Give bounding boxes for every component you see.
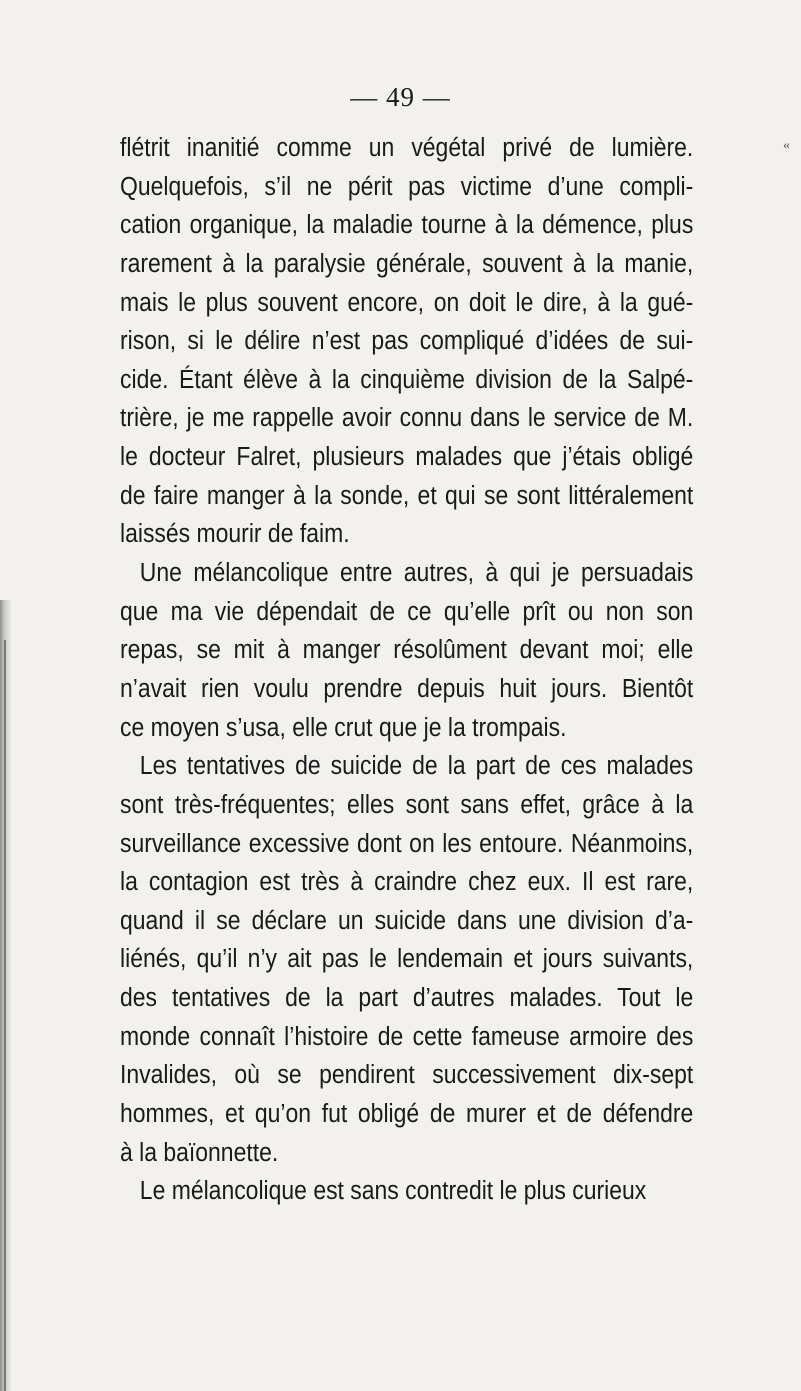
text-line: laissés mourir de faim. <box>120 520 350 549</box>
binding-edge <box>4 640 6 1391</box>
binding-shadow <box>0 600 12 1391</box>
text-line: surveillance excessive dont on les entoure. Néanmoins, <box>120 829 694 858</box>
text-line: monde connaît l’histoire de cette fameuse armoire des <box>120 1022 694 1051</box>
text-line: repas, se mit à manger résolûment devant moi; elle <box>120 636 694 665</box>
text-line: cide. Étant élève à la cinquième division de la Salpé- <box>120 365 694 394</box>
text-line: des tentatives de la part d’autres malades. Tout le <box>120 984 694 1013</box>
text-line: la contagion est très à craindre chez eux. Il est rare, <box>120 868 694 897</box>
page-number: — 49 — <box>350 82 451 112</box>
text-line: à la baïonnette. <box>120 1138 279 1167</box>
text-line: Quelquefois, s’il ne périt pas victime d’une compli- <box>120 172 694 201</box>
text-line: n’avait rien voulu prendre depuis huit jours. Bientôt <box>120 674 694 703</box>
text-line: rarement à la paralysie générale, souvent à la manie, <box>120 249 694 278</box>
text-line: que ma vie dépendait de ce qu’elle prît ou non son <box>120 597 694 626</box>
text-line: de faire manger à la sonde, et qui se sont littéralement <box>120 481 694 510</box>
text-line: cation organique, la maladie tourne à la démence, plus <box>120 211 694 240</box>
text-line: liénés, qu’il n’y ait pas le lendemain et jours suivants, <box>120 945 694 974</box>
text-line: sont très-fréquentes; elles sont sans effet, grâce à la <box>120 790 694 819</box>
text-line: Invalides, où se pendirent successivement dix-sept <box>120 1061 694 1090</box>
text-line: mais le plus souvent encore, on doit le dire, à la gué- <box>120 288 694 317</box>
text-line: le docteur Falret, plusieurs malades que j’étais obligé <box>120 443 694 472</box>
text-line: rison, si le délire n’est pas compliqué d’idées de sui- <box>120 327 694 356</box>
text-line: ce moyen s’usa, elle crut que je la trompais. <box>120 713 567 742</box>
text-line: flétrit inanitié comme un végétal privé de lumière. <box>120 134 694 162</box>
text-line: Les tentatives de suicide de la part de ces malades <box>139 752 694 781</box>
margin-mark: « <box>783 138 790 153</box>
text-line: Une mélancolique entre autres, à qui je persuadais <box>139 559 694 588</box>
text-line: hommes, et qu’on fut obligé de murer et de défendre <box>120 1100 694 1129</box>
text-line: trière, je me rappelle avoir connu dans le service de M. <box>120 404 694 433</box>
text-line: Le mélancolique est sans contredit le plus curieux <box>139 1177 647 1206</box>
body-text <box>120 129 693 1211</box>
text-line: quand il se déclare un suicide dans une division d’a- <box>120 906 694 935</box>
